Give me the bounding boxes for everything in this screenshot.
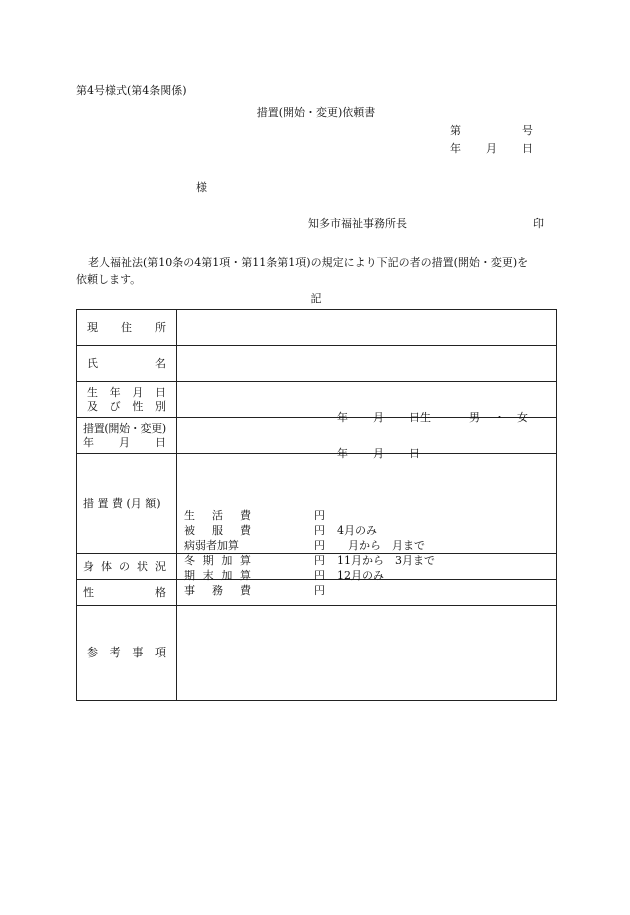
cost-name-char: 加	[221, 568, 233, 582]
cost-name-char: 生	[184, 508, 195, 522]
measure-date-nen: 年	[337, 446, 348, 460]
cost-line-living	[177, 509, 556, 523]
sex-label-char: 別	[154, 399, 166, 413]
sex-female-option[interactable]: 女	[517, 410, 528, 424]
cost-name-char: 被	[184, 523, 195, 537]
sex-separator: ・	[494, 410, 505, 424]
dob-nen: 年	[337, 410, 348, 424]
measure-date-label-char: 年	[83, 435, 94, 449]
measure-cost-row	[77, 454, 557, 554]
cost-name-char: 費	[240, 583, 251, 597]
cost-name-char: 活	[212, 508, 223, 522]
cost-name-char: 期	[202, 553, 214, 567]
cost-name	[184, 509, 251, 523]
dob-sex-row	[77, 382, 557, 418]
document-title: 措置(開始・変更)依頼書	[256, 106, 376, 119]
personality-label	[77, 580, 177, 606]
cost-name-char: 費	[240, 508, 251, 522]
doc-number-dai: 第	[450, 124, 461, 137]
reference-label-char: 事	[132, 646, 144, 659]
cost-line-winter	[177, 554, 556, 568]
cost-line-sickness	[177, 539, 556, 553]
cost-name-char: 冬	[184, 553, 195, 567]
cost-name	[184, 584, 251, 598]
dob-label-char: 月	[132, 385, 144, 399]
date-nen: 年	[450, 142, 461, 155]
cost-name-char: 費	[240, 523, 251, 537]
measure-date-label-char: 日	[155, 435, 166, 449]
body-condition-label	[77, 554, 177, 580]
cost-name-char: 服	[212, 523, 223, 537]
measure-cost-label: 措 置 費 (月 額)	[77, 454, 177, 554]
cost-name-char: 末	[202, 568, 214, 582]
request-form-table	[76, 309, 557, 701]
name-label-char: 名	[155, 356, 166, 370]
cost-yen: 円	[314, 538, 325, 552]
dob-nichi-sei: 日生	[409, 410, 431, 424]
body-text-line-1: 老人福祉法(第10条の4第1項・第11条第1項)の規定により下記の者の措置(開始・変更)を	[88, 256, 529, 269]
cost-note: 4月のみ	[337, 523, 377, 537]
name-label	[77, 346, 177, 382]
body-condition-label-char: の	[119, 559, 130, 573]
reference-field[interactable]	[177, 606, 557, 701]
cost-note: 月から 月まで	[337, 538, 425, 552]
measure-date-label-char: 月	[119, 435, 130, 449]
measure-date-gatsu: 月	[373, 446, 384, 460]
dob-sex-field[interactable]	[177, 382, 557, 424]
personality-label-char: 性	[83, 585, 94, 599]
name-field[interactable]	[177, 346, 557, 382]
reference-label-char: 考	[109, 646, 121, 659]
address-label-char: 所	[155, 320, 166, 334]
cost-name-char: 期	[184, 568, 195, 582]
cost-yen: 円	[314, 553, 325, 567]
address-field[interactable]	[177, 310, 557, 346]
ki-heading: 記	[310, 292, 322, 305]
sex-male-option[interactable]: 男	[469, 410, 480, 424]
measure-date-label-line-1: 措置(開始・変更)	[83, 421, 166, 435]
address-row	[77, 310, 557, 346]
dob-sex-label	[77, 382, 177, 418]
cost-name-char: 務	[212, 583, 223, 597]
dob-gatsu: 月	[373, 410, 384, 424]
body-condition-label-char: 状	[137, 559, 148, 573]
cost-line-clothing	[177, 524, 556, 538]
cost-name: 病弱者加算	[184, 538, 239, 552]
cost-yen: 円	[314, 508, 325, 522]
date-gatsu: 月	[486, 142, 497, 155]
body-text-line-2: 依頼します。	[76, 273, 142, 286]
address-label-char: 住	[121, 320, 132, 334]
name-row	[77, 346, 557, 382]
measure-date-nichi: 日	[409, 446, 420, 460]
date-nichi: 日	[522, 142, 533, 155]
measure-date-label	[77, 418, 177, 454]
reference-label-char: 参	[87, 646, 98, 659]
cost-yen: 円	[314, 523, 325, 537]
body-condition-label-char: 体	[101, 559, 112, 573]
personality-label-char: 格	[155, 585, 166, 599]
cost-name-char: 算	[239, 568, 251, 582]
reference-label	[77, 606, 177, 701]
cost-yen: 円	[314, 583, 325, 597]
cost-name-char: 事	[184, 583, 195, 597]
name-label-char: 氏	[87, 356, 98, 370]
form-number: 第4号様式(第4条関係)	[76, 84, 187, 97]
sex-label-char: 及	[87, 399, 98, 413]
reference-label-char: 項	[154, 646, 166, 659]
cost-line-term-end	[177, 569, 556, 583]
doc-number-go: 号	[522, 124, 533, 137]
sex-label-char: 性	[132, 399, 144, 413]
cost-name	[184, 554, 251, 568]
cost-line-admin	[177, 584, 556, 598]
body-condition-label-char: 身	[83, 559, 94, 573]
seal-mark: 印	[533, 217, 544, 230]
cost-name	[184, 524, 251, 538]
dob-label-char: 日	[154, 385, 166, 399]
sex-label-char: び	[109, 399, 121, 413]
addressee-suffix: 様	[196, 181, 207, 194]
dob-label-char: 生	[87, 385, 98, 399]
cost-name-char: 加	[221, 553, 233, 567]
cost-note: 12月のみ	[337, 568, 384, 582]
cost-name	[184, 569, 251, 583]
address-label-char: 現	[87, 320, 98, 334]
measure-date-row	[77, 418, 557, 454]
dob-label-char: 年	[109, 385, 121, 399]
cost-note: 11月から 3月まで	[337, 553, 435, 567]
body-condition-label-char: 況	[155, 559, 166, 573]
reference-row	[77, 606, 557, 701]
measure-cost-field	[177, 454, 557, 597]
sender-name: 知多市福祉事務所長	[308, 217, 407, 230]
cost-yen: 円	[314, 568, 325, 582]
address-label	[77, 310, 177, 346]
cost-name-char: 算	[239, 553, 251, 567]
